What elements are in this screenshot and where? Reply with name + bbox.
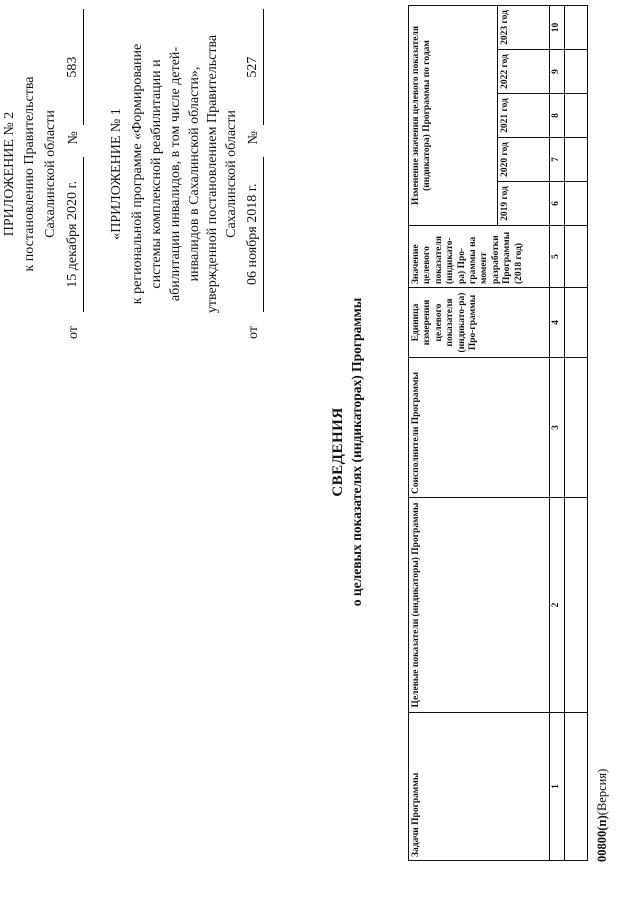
column-number: 6 bbox=[550, 182, 565, 226]
appendix-1-from-label: от bbox=[246, 326, 262, 339]
column-number: 7 bbox=[550, 138, 565, 182]
appendix-1-line3: абилитации инвалидов, в том числе детей- bbox=[167, 46, 183, 302]
table-number-row bbox=[550, 5, 565, 860]
header-base-value: Значение целевого показателя (индикато-ра) Про-граммы на момент разработки Программы (2018 год) bbox=[409, 226, 550, 288]
header-yearly-change: Изменение значения целевого показателя (индикатора) Программы по годам bbox=[409, 5, 498, 225]
appendix-1-line6: Сахалинской области bbox=[224, 110, 240, 238]
header-tasks: Задачи Программы bbox=[409, 713, 550, 861]
appendix-2-line2: Сахалинской области bbox=[42, 110, 58, 238]
table-cell bbox=[565, 50, 588, 94]
appendix-2-line1: к постановлению Правительства bbox=[22, 76, 38, 272]
footer-version: (Версия) bbox=[595, 768, 609, 816]
header-co-executors: Соисполнители Программы bbox=[409, 358, 550, 498]
table-empty-row bbox=[565, 5, 588, 860]
document-footer bbox=[595, 769, 610, 862]
appendix-1-date-row bbox=[244, 9, 264, 339]
appendix-2-from-label: от bbox=[65, 326, 81, 339]
appendix-2-title: ПРИЛОЖЕНИЕ № 2 bbox=[2, 111, 17, 237]
appendix-1-date: 06 ноября 2018 г. bbox=[244, 157, 264, 313]
table-cell bbox=[565, 182, 588, 226]
table-cell bbox=[565, 498, 588, 713]
appendix-1-number: 527 bbox=[244, 9, 264, 125]
column-number: 3 bbox=[550, 358, 565, 498]
header-year: 2023 год bbox=[497, 5, 549, 49]
column-number: 8 bbox=[550, 94, 565, 138]
appendix-1-header bbox=[108, 9, 264, 339]
header-indicators: Целевые показатели (индикаторы) Программы bbox=[409, 498, 550, 713]
header-year: 2020 год bbox=[497, 138, 549, 182]
appendix-1-line2: системы комплексной реабилитации и bbox=[148, 59, 164, 289]
footer-code: 00800(п) bbox=[595, 815, 609, 862]
header-year: 2021 год bbox=[497, 94, 549, 138]
appendix-2-header bbox=[0, 9, 84, 339]
appendix-1-body bbox=[129, 9, 242, 339]
appendix-1-line4: инвалидов в Сахалинской области», bbox=[186, 66, 202, 282]
appendix-1-no-label: № bbox=[246, 131, 262, 145]
column-number: 4 bbox=[550, 288, 565, 358]
table-cell bbox=[565, 226, 588, 288]
column-number: 9 bbox=[550, 50, 565, 94]
heading-subtitle: о целевых показателях (индикаторах) Программы bbox=[349, 297, 364, 607]
appendix-1-line1: к региональной программе «Формирование bbox=[129, 43, 145, 305]
indicators-table bbox=[408, 5, 588, 861]
table-cell bbox=[565, 94, 588, 138]
column-number: 10 bbox=[550, 5, 565, 49]
appendix-2-no-label: № bbox=[65, 131, 81, 145]
document-heading bbox=[330, 0, 365, 904]
table-cell bbox=[565, 358, 588, 498]
table-cell bbox=[565, 5, 588, 49]
heading-title: СВЕДЕНИЯ bbox=[330, 407, 346, 497]
appendix-2-number: 583 bbox=[63, 9, 84, 125]
table-cell bbox=[565, 288, 588, 358]
appendix-2-date-row bbox=[63, 9, 84, 339]
column-number: 2 bbox=[550, 498, 565, 713]
column-number: 5 bbox=[550, 226, 565, 288]
header-year: 2019 год bbox=[497, 182, 549, 226]
appendix-2-date: 15 декабря 2020 г. bbox=[63, 157, 84, 313]
appendix-1-title: «ПРИЛОЖЕНИЕ № 1 bbox=[109, 108, 124, 240]
table-cell bbox=[565, 713, 588, 861]
header-year: 2022 год bbox=[497, 50, 549, 94]
header-unit: Единица измерения целевого показателя (индикато-ра) Про-граммы bbox=[409, 288, 550, 358]
column-number: 1 bbox=[550, 713, 565, 861]
appendix-1-line5: утвержденной постановлением Правительства bbox=[205, 34, 221, 314]
table-cell bbox=[565, 138, 588, 182]
table-header-row bbox=[409, 5, 498, 860]
